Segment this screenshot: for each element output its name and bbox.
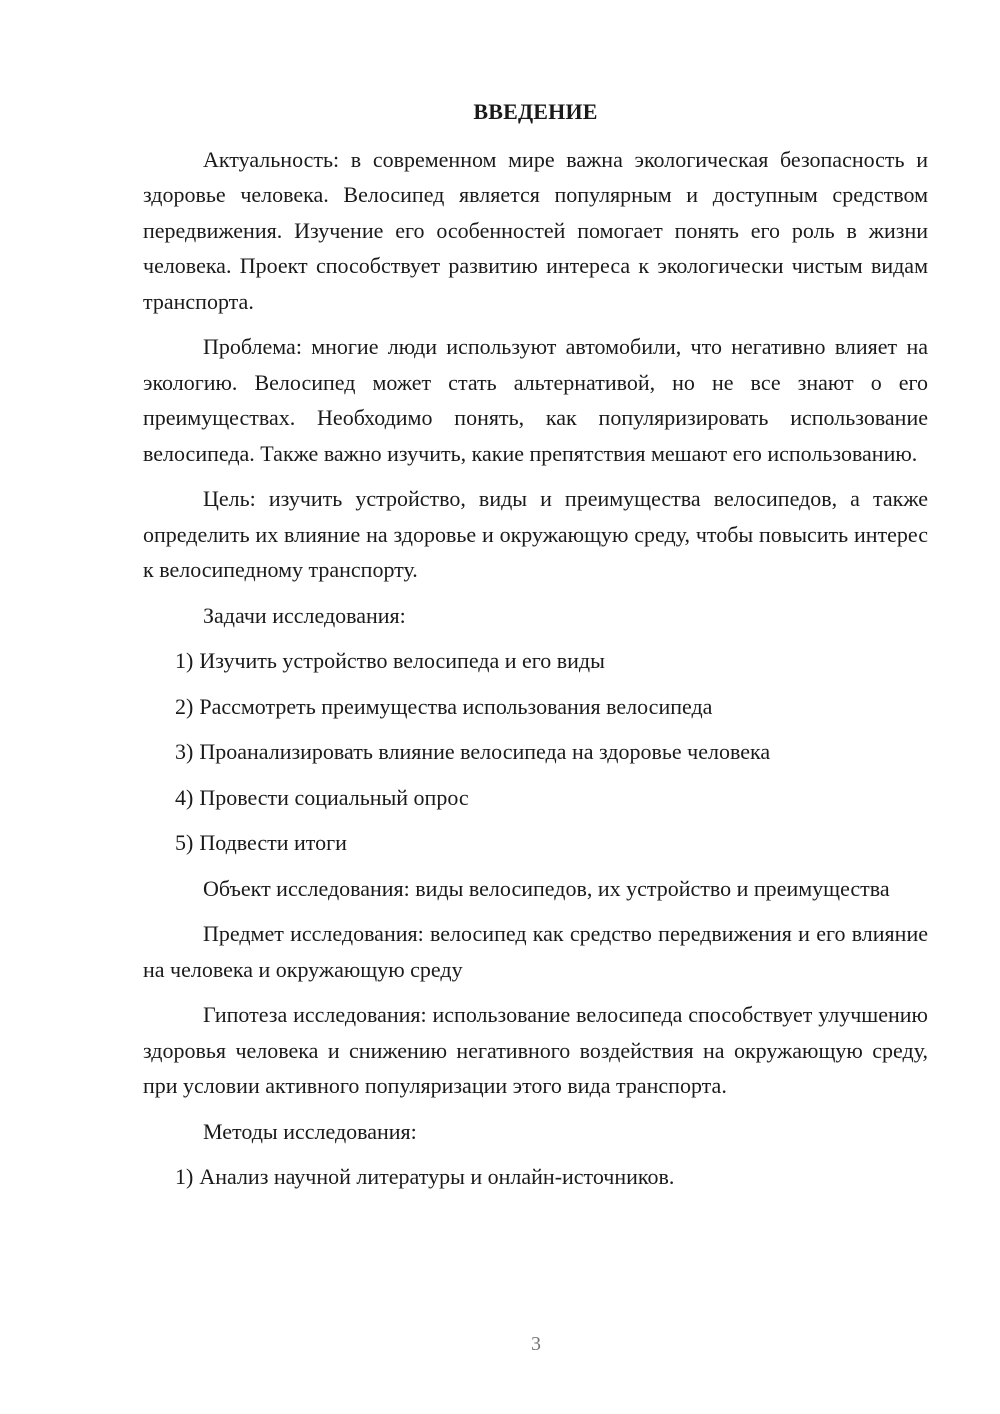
object-paragraph: Объект исследования: виды велосипедов, их устройство и преимущества xyxy=(203,875,890,901)
list-item xyxy=(143,734,928,770)
list-item-text: Подвести итоги xyxy=(199,830,347,855)
list-item-number: 1) xyxy=(175,648,194,673)
problem-paragraph: Проблема: многие люди используют автомобили, что негативно влияет на экологию. Велосипед может стать альтернативой, но не все знают о его преимуществах. Необходимо понять, как популяризировать использование велосипеда. Также важно изучить, какие препятствия мешают его использованию. xyxy=(143,334,928,466)
goal-paragraph: Цель: изучить устройство, виды и преимущества велосипедов, а также определить их влияние на здоровье и окружающую среду, чтобы повысить интерес к велосипедному транспорту. xyxy=(143,486,928,582)
list-item-number: 5) xyxy=(175,830,194,855)
list-item xyxy=(143,643,928,679)
tasks-list xyxy=(143,643,928,861)
subject-paragraph: Предмет исследования: велосипед как средство передвижения и его влияние на человека и окружающую среду xyxy=(143,921,928,982)
tasks-heading: Задачи исследования: xyxy=(203,602,406,628)
list-item-number: 3) xyxy=(175,739,194,764)
list-item-text: Рассмотреть преимущества использования велосипеда xyxy=(199,693,713,719)
list-item xyxy=(143,689,928,725)
list-item-number: 1) xyxy=(175,1164,194,1189)
list-item-text: Проанализировать влияние велосипеда на здоровье человека xyxy=(199,739,771,764)
page-title: ВВЕДЕНИЕ xyxy=(473,99,598,124)
methods-heading: Методы исследования: xyxy=(203,1118,417,1144)
document-page xyxy=(143,94,928,1205)
relevance-paragraph: Актуальность: в современном мире важна экологическая безопасность и здоровье человека. Велосипед является популярным и доступным средством передвижения. Изучение его особенностей помогает понять его роль в жизни человека. Проект способствует развитию интереса к экологически чистым видам транспорта. xyxy=(143,146,928,314)
hypothesis-paragraph: Гипотеза исследования: использование велосипеда способствует улучшению здоровья человека и снижению негативного воздействия на окружающую среду, при условии активного популяризации этого вида транспорта. xyxy=(143,1002,928,1098)
list-item xyxy=(143,825,928,861)
list-item-text: Изучить устройство велосипеда и его виды xyxy=(199,648,605,673)
list-item xyxy=(143,780,928,816)
page-number: 3 xyxy=(531,1333,541,1355)
list-item-text: Анализ научной литературы и онлайн-источников. xyxy=(199,1164,675,1189)
list-item-text: Провести социальный опрос xyxy=(199,784,469,810)
list-item-number: 2) xyxy=(175,693,194,719)
list-item xyxy=(143,1159,928,1195)
list-item-number: 4) xyxy=(175,784,194,810)
methods-list xyxy=(143,1159,928,1195)
